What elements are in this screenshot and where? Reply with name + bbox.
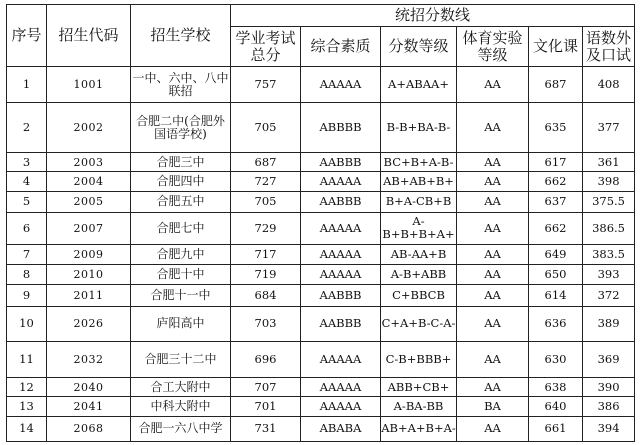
- cell-school: 中科大附中: [131, 397, 231, 417]
- cell-yushu: 398: [583, 172, 635, 192]
- cell-yushu: 390: [583, 378, 635, 397]
- header-school: 招生学校: [131, 5, 231, 67]
- cell-total: 687: [231, 153, 301, 172]
- table-row: [7, 67, 635, 103]
- cell-school: 合工大附中: [131, 378, 231, 397]
- cell-yushu: 389: [583, 306, 635, 341]
- cell-yushu: 408: [583, 67, 635, 103]
- cell-tiyu: AA: [457, 341, 529, 377]
- cell-zonghe: AAAAA: [301, 172, 381, 192]
- admission-score-table: [6, 4, 635, 442]
- cell-zonghe: AAAAA: [301, 212, 381, 244]
- cell-yushu: 375.5: [583, 191, 635, 212]
- cell-total: 707: [231, 378, 301, 397]
- cell-zonghe: AAAAA: [301, 378, 381, 397]
- cell-dengji: ABB+CB+: [381, 378, 457, 397]
- cell-zonghe: AABBB: [301, 306, 381, 341]
- cell-yushu: 369: [583, 341, 635, 377]
- cell-yushu: 383.5: [583, 245, 635, 265]
- cell-seq: 4: [7, 172, 47, 192]
- cell-total: 727: [231, 172, 301, 192]
- cell-yushu: 361: [583, 153, 635, 172]
- cell-code: 2007: [47, 212, 131, 244]
- cell-code: 2026: [47, 306, 131, 341]
- cell-yushu: 386.5: [583, 212, 635, 244]
- cell-seq: 12: [7, 378, 47, 397]
- cell-seq: 8: [7, 264, 47, 284]
- cell-tiyu: AA: [457, 153, 529, 172]
- cell-wenhua: 630: [529, 341, 583, 377]
- cell-total: 731: [231, 416, 301, 441]
- cell-wenhua: 636: [529, 306, 583, 341]
- cell-seq: 6: [7, 212, 47, 244]
- cell-wenhua: 635: [529, 103, 583, 153]
- cell-school: 合肥三中: [131, 153, 231, 172]
- table-row: [7, 306, 635, 341]
- cell-total: 703: [231, 306, 301, 341]
- header-code: 招生代码: [47, 5, 131, 67]
- cell-school: 合肥一六八中学: [131, 416, 231, 441]
- cell-yushu: 377: [583, 103, 635, 153]
- cell-code: 2040: [47, 378, 131, 397]
- cell-total: 701: [231, 397, 301, 417]
- cell-tiyu: AA: [457, 212, 529, 244]
- cell-dengji: B-B+BA-B-: [381, 103, 457, 153]
- table-row: [7, 153, 635, 172]
- table-row: [7, 397, 635, 417]
- cell-wenhua: 661: [529, 416, 583, 441]
- cell-total: 717: [231, 245, 301, 265]
- cell-code: 2068: [47, 416, 131, 441]
- table-row: [7, 245, 635, 265]
- cell-school: 庐阳高中: [131, 306, 231, 341]
- table-row: [7, 416, 635, 441]
- cell-wenhua: 650: [529, 264, 583, 284]
- table-row: [7, 103, 635, 153]
- header-yushu: 语数外及口试: [583, 27, 635, 67]
- cell-zonghe: AABBB: [301, 284, 381, 306]
- cell-yushu: 372: [583, 284, 635, 306]
- cell-wenhua: 638: [529, 378, 583, 397]
- cell-yushu: 393: [583, 264, 635, 284]
- cell-dengji: A-B+ABB: [381, 264, 457, 284]
- cell-tiyu: AA: [457, 284, 529, 306]
- cell-total: 684: [231, 284, 301, 306]
- cell-dengji: AB-AA+B: [381, 245, 457, 265]
- cell-zonghe: AAAAA: [301, 67, 381, 103]
- cell-yushu: 394: [583, 416, 635, 441]
- cell-school: 合肥九中: [131, 245, 231, 265]
- cell-tiyu: AA: [457, 264, 529, 284]
- cell-code: 2002: [47, 103, 131, 153]
- cell-code: 2041: [47, 397, 131, 417]
- cell-total: 757: [231, 67, 301, 103]
- cell-school: 合肥十中: [131, 264, 231, 284]
- cell-dengji: C+BBCB: [381, 284, 457, 306]
- cell-zonghe: AABBB: [301, 191, 381, 212]
- cell-total: 696: [231, 341, 301, 377]
- cell-total: 705: [231, 103, 301, 153]
- cell-zonghe: ABABA: [301, 416, 381, 441]
- cell-total: 719: [231, 264, 301, 284]
- cell-wenhua: 662: [529, 172, 583, 192]
- cell-dengji: C+A+B-C-A-: [381, 306, 457, 341]
- cell-code: 2003: [47, 153, 131, 172]
- cell-school: 合肥五中: [131, 191, 231, 212]
- cell-dengji: AB+A+B+A-: [381, 416, 457, 441]
- cell-school: 合肥三十二中: [131, 341, 231, 377]
- cell-dengji: B+A-CB+B: [381, 191, 457, 212]
- cell-code: 1001: [47, 67, 131, 103]
- cell-zonghe: AAAAA: [301, 341, 381, 377]
- cell-seq: 10: [7, 306, 47, 341]
- cell-code: 2009: [47, 245, 131, 265]
- cell-school: 合肥七中: [131, 212, 231, 244]
- cell-wenhua: 637: [529, 191, 583, 212]
- cell-wenhua: 614: [529, 284, 583, 306]
- table-row: [7, 172, 635, 192]
- cell-total: 705: [231, 191, 301, 212]
- cell-school: 合肥二中(合肥外国语学校): [131, 103, 231, 153]
- cell-seq: 3: [7, 153, 47, 172]
- cell-zonghe: AAAAA: [301, 264, 381, 284]
- cell-tiyu: AA: [457, 245, 529, 265]
- cell-code: 2005: [47, 191, 131, 212]
- cell-tiyu: AA: [457, 416, 529, 441]
- cell-seq: 5: [7, 191, 47, 212]
- table-row: [7, 284, 635, 306]
- cell-zonghe: AAAAA: [301, 245, 381, 265]
- header-zonghe: 综合素质: [301, 27, 381, 67]
- cell-code: 2011: [47, 284, 131, 306]
- cell-school: 合肥四中: [131, 172, 231, 192]
- cell-dengji: A+ABAA+: [381, 67, 457, 103]
- cell-wenhua: 617: [529, 153, 583, 172]
- cell-wenhua: 649: [529, 245, 583, 265]
- table-row: [7, 378, 635, 397]
- cell-seq: 13: [7, 397, 47, 417]
- header-total: 学业考试总分: [231, 27, 301, 67]
- header-dengji: 分数等级: [381, 27, 457, 67]
- cell-zonghe: AABBB: [301, 153, 381, 172]
- cell-dengji: AB+AB+B+: [381, 172, 457, 192]
- cell-wenhua: 662: [529, 212, 583, 244]
- cell-tiyu: AA: [457, 378, 529, 397]
- cell-wenhua: 640: [529, 397, 583, 417]
- cell-tiyu: AA: [457, 103, 529, 153]
- cell-dengji: BC+B+A-B-: [381, 153, 457, 172]
- cell-code: 2032: [47, 341, 131, 377]
- table-row: [7, 341, 635, 377]
- cell-zonghe: AAAAA: [301, 397, 381, 417]
- cell-code: 2004: [47, 172, 131, 192]
- cell-seq: 7: [7, 245, 47, 265]
- header-seq: 序号: [7, 5, 47, 67]
- cell-code: 2010: [47, 264, 131, 284]
- cell-tiyu: AA: [457, 67, 529, 103]
- table-row: [7, 212, 635, 244]
- cell-tiyu: AA: [457, 306, 529, 341]
- cell-dengji: A-B+B+B+A+: [381, 212, 457, 244]
- cell-seq: 14: [7, 416, 47, 441]
- cell-tiyu: AA: [457, 172, 529, 192]
- cell-seq: 9: [7, 284, 47, 306]
- cell-dengji: C-B+BBB+: [381, 341, 457, 377]
- cell-wenhua: 687: [529, 67, 583, 103]
- cell-seq: 2: [7, 103, 47, 153]
- header-wenhua: 文化课: [529, 27, 583, 67]
- cell-dengji: A-BA-BB: [381, 397, 457, 417]
- header-tiyu: 体育实验等级: [457, 27, 529, 67]
- table-row: [7, 264, 635, 284]
- cell-zonghe: ABBBB: [301, 103, 381, 153]
- table-row: [7, 191, 635, 212]
- cell-seq: 11: [7, 341, 47, 377]
- header-score-line: 统招分数线: [231, 5, 635, 27]
- cell-tiyu: AA: [457, 191, 529, 212]
- cell-yushu: 386: [583, 397, 635, 417]
- cell-total: 729: [231, 212, 301, 244]
- cell-school: 一中、六中、八中联招: [131, 67, 231, 103]
- cell-school: 合肥十一中: [131, 284, 231, 306]
- cell-tiyu: BA: [457, 397, 529, 417]
- cell-seq: 1: [7, 67, 47, 103]
